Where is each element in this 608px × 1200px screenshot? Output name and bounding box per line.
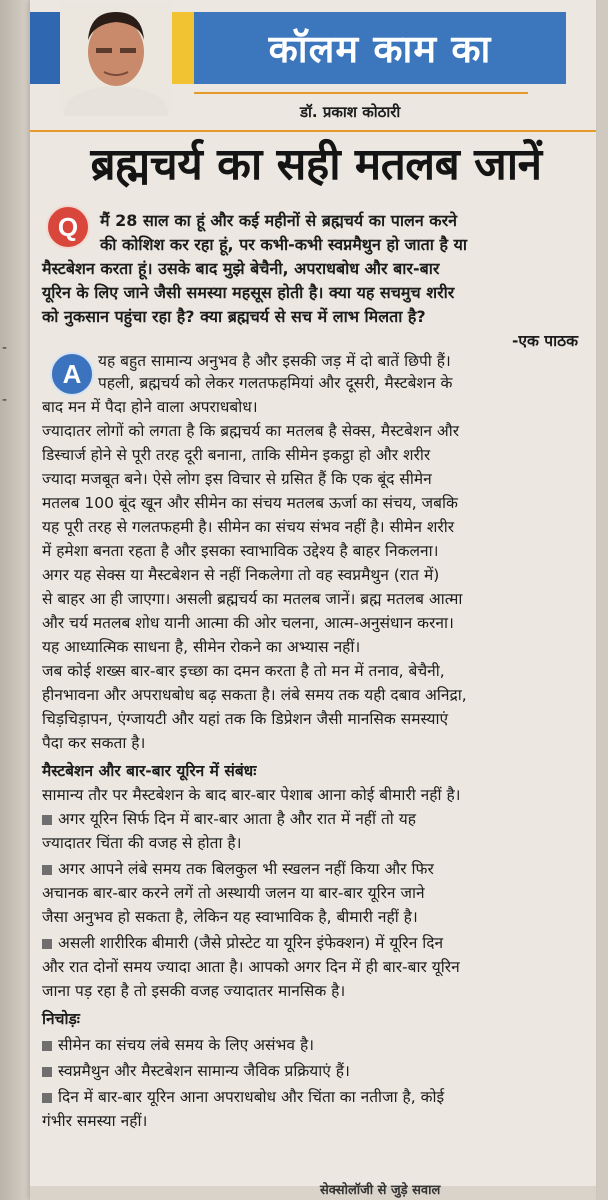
section-line: अचानक बार-बार करने लगें तो अस्थायी जलन या बार-बार यूरिन जाने	[42, 884, 425, 902]
answer-line: ज्यादातर लोगों को लगता है कि ब्रह्मचर्य का मतलब है सेक्स, मैस्टबेशन और	[42, 422, 460, 440]
byline-divider	[194, 92, 528, 94]
summary-heading: निचोड़ः	[42, 1010, 80, 1028]
answer-badge: A	[50, 352, 94, 396]
author-photo	[60, 2, 172, 116]
answer-line: में हमेशा बनता रहता है और इसका स्वाभाविक उद्देश्य है बाहर निकलना।	[42, 542, 439, 560]
answer-line: से बाहर आ ही जाएगा। असली ब्रह्मचर्य का मतलब जानें। ब्रह्म मतलब आत्मा	[42, 590, 463, 608]
section-line: अगर यूरिन सिर्फ दिन में बार-बार आता है और रात में नहीं तो यह	[58, 810, 416, 828]
question-signature: -एक पाठक	[512, 332, 579, 350]
section-line: असली शारीरिक बीमारी (जैसे प्रोस्टेट या यूरिन इंफेक्शन) में यूरिन दिन	[58, 934, 444, 952]
question-line: मैं 28 साल का हूं और कई महीनों से ब्रह्मचर्य का पालन करने	[100, 211, 458, 230]
headline: ब्रह्मचर्य का सही मतलब जानें	[90, 139, 542, 190]
section-line: सामान्य तौर पर मैस्टबेशन के बाद बार-बार पेशाब आना कोई बीमारी नहीं है।	[42, 786, 461, 804]
bullet-icon	[42, 1093, 52, 1103]
question-line: यूरिन के लिए जाने जैसी समस्या महसूस होती है। क्या यह सचमुच शरीर	[42, 283, 455, 302]
bullet-icon	[42, 939, 52, 949]
section-line: जैसा अनुभव हो सकता है, लेकिन यह स्वाभाविक है, बीमारी नहीं है।	[42, 908, 418, 926]
question-line: को नुकसान पहुंचा रहा है? क्या ब्रह्मचर्य से सच में लाभ मिलता है?	[42, 307, 426, 326]
answer-line: चिड़चिड़ापन, एंग्जायटी और यहां तक कि डिप्रेशन जैसी मानसिक समस्याएं	[42, 710, 449, 728]
header-blue-bar	[30, 12, 60, 84]
author-byline: डॉ. प्रकाश कोठारी	[300, 103, 401, 121]
answer-line: अगर यह सेक्स या मैस्टबेशन से नहीं निकलेगा तो वह स्वप्नमैथुन (रात में)	[42, 566, 440, 584]
section-line: अगर आपने लंबे समय तक बिलकुल भी स्खलन नहीं किया और फिर	[58, 860, 434, 878]
header-yellow-bar	[172, 12, 194, 84]
summary-line: गंभीर समस्या नहीं।	[42, 1112, 148, 1130]
answer-line: डिस्चार्ज होने से पूरी तरह दूरी बनाना, ताकि सीमेन इकट्ठा हो और शरीर	[42, 446, 431, 464]
answer-line: हीनभावना और अपराधबोध बढ़ सकता है। लंबे समय तक यही दबाव अनिद्रा,	[42, 686, 467, 704]
bullet-icon	[42, 865, 52, 875]
section-line: और रात दोनों समय ज्यादा आता है। आपको अगर दिन में ही बार-बार यूरिन	[42, 958, 460, 976]
answer-line: बाद मन में पैदा होने वाला अपराधबोध।	[42, 398, 258, 416]
answer-line: और चर्य मतलब शोध यानी आत्मा की ओर चलना, आत्म-अनुसंधान करना।	[42, 614, 454, 632]
section-heading: मैस्टबेशन और बार-बार यूरिन में संबंधः	[42, 762, 257, 780]
edge-mark: -	[2, 340, 8, 356]
answer-line: ज्यादा मजबूत बने। ऐसे लोग इस विचार से ग्रसित हैं कि एक बूंद सीमेन	[42, 470, 432, 488]
answer-line: जब कोई शख्स बार-बार इच्छा का दमन करता है तो मन में तनाव, बेचैनी,	[42, 662, 445, 680]
edge-mark: -	[2, 392, 8, 408]
answer-line: यह पूरी तरह से गलतफहमी है। सीमेन का संचय संभव नहीं है। सीमेन शरीर	[42, 518, 455, 536]
adjacent-page-edge	[0, 0, 30, 1200]
section-line: जाना पड़ रहा है तो इसकी वजह ज्यादातर मानसिक है।	[42, 982, 346, 1000]
bullet-icon	[42, 815, 52, 825]
header-rule	[30, 130, 596, 132]
question-line: मैस्टबेशन करता हूं। उसके बाद मुझे बेचैनी, अपराधबोध और बार-बार	[42, 259, 440, 278]
question-badge: Q	[46, 205, 90, 249]
answer-line: यह बहुत सामान्य अनुभव है और इसकी जड़ में दो बातें छिपी हैं।	[98, 352, 451, 370]
bullet-icon	[42, 1041, 52, 1051]
question-line: की कोशिश कर रहा हूं, पर कभी-कभी स्वप्नमैथुन हो जाता है या	[100, 235, 468, 254]
answer-line: पैदा कर सकता है।	[42, 734, 146, 752]
summary-line: स्वप्नमैथुन और मैस्टबेशन सामान्य जैविक प्रक्रियाएं हैं।	[58, 1062, 350, 1080]
answer-line: पहली, ब्रह्मचर्य को लेकर गलतफहमियां और दूसरी, मैस्टबेशन के	[98, 374, 453, 392]
next-article-fragment: सेक्सोलॉजी से जुड़े सवाल	[320, 1183, 441, 1198]
section-line: ज्यादातर चिंता की वजह से होता है।	[42, 834, 242, 852]
summary-line: सीमेन का संचय लंबे समय के लिए असंभव है।	[58, 1036, 315, 1054]
answer-line: यह आध्यात्मिक साधना है, सीमेन रोकने का अभ्यास नहीं।	[42, 638, 361, 656]
bullet-icon	[42, 1067, 52, 1077]
answer-line: मतलब 100 बूंद खून और सीमेन का संचय मतलब ऊर्जा का संचय, जबकि	[42, 494, 458, 512]
summary-line: दिन में बार-बार यूरिन आना अपराधबोध और चिंता का नतीजा है, कोई	[58, 1088, 445, 1106]
column-title: कॉलम काम का	[194, 12, 566, 84]
page-bottom-edge	[30, 1186, 596, 1200]
